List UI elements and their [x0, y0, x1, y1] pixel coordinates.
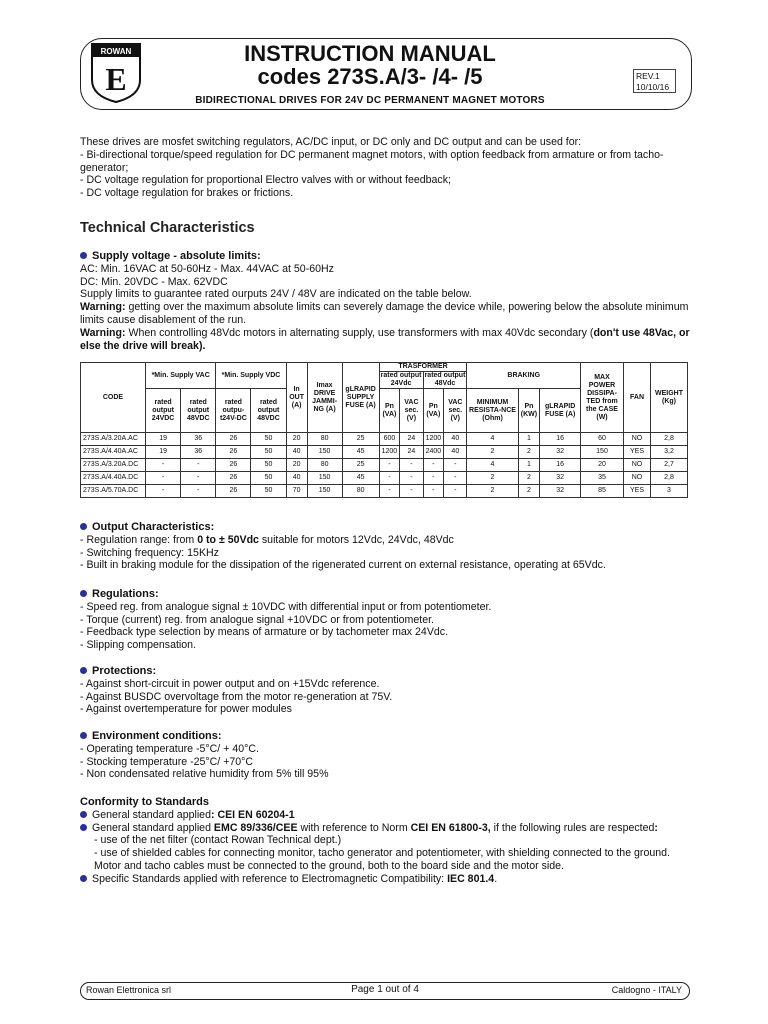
table-cell: - [146, 459, 181, 472]
table-cell: 4 [467, 459, 518, 472]
col-min-vdc: *Min. Supply VDC [216, 363, 286, 389]
table-cell: 32 [540, 472, 581, 485]
col-sub: gLRAPID FUSE (A) [540, 389, 581, 433]
supply-title: Supply voltage - absolute limits: [92, 250, 261, 262]
output-line: - Regulation range: from 0 to ± 50Vdc suitable for motors 12Vdc, 24Vdc, 48Vdc [80, 533, 454, 546]
table-cell: 3,2 [651, 446, 688, 459]
table-cell: 2,7 [651, 459, 688, 472]
supply-limits: Supply limits to guarantee rated ourputs 24V / 48V are indicated on the table below. [80, 288, 472, 301]
table-cell: 2,8 [651, 433, 688, 446]
supply-ac: AC: Min. 16VAC at 50-60Hz - Max. 44VAC at 50-60Hz [80, 262, 334, 275]
revision-label: REV.1 [636, 71, 660, 81]
table-cell: 26 [216, 433, 251, 446]
protection-item: - Against BUSDC overvoltage from the motor re-generation at 75V. [80, 690, 393, 703]
table-cell: 2,8 [651, 472, 688, 485]
intro-line: These drives are mosfet switching regulators, AC/DC input, or DC only and DC output and can be used for: [80, 136, 582, 148]
table-cell: 16 [540, 459, 581, 472]
table-cell: - [181, 472, 216, 485]
table-cell: NO [624, 472, 651, 485]
table-cell: YES [624, 485, 651, 498]
table-cell: 26 [216, 459, 251, 472]
table-cell: - [146, 485, 181, 498]
col-rated-48: rated output 48Vdc [424, 372, 466, 387]
table-cell: 35 [581, 472, 624, 485]
conformity-title: Conformity to Standards [80, 796, 209, 808]
col-sub: VAC sec. (V) [400, 389, 423, 433]
col-sub: Pn (VA) [423, 389, 444, 433]
protection-item: - Against overtemperature for power modules [80, 703, 292, 716]
bullet-icon [80, 252, 87, 259]
table-cell: 26 [216, 472, 251, 485]
bullet-icon [80, 667, 87, 674]
table-cell: 32 [540, 485, 581, 498]
col-fan: FAN [624, 363, 651, 433]
environment-item: - Stocking temperature -25°C/ +70°C [80, 755, 254, 768]
table-cell: 85 [581, 485, 624, 498]
table-cell: 26 [216, 485, 251, 498]
table-row [81, 433, 688, 446]
col-rated-24: rated output 24Vdc [380, 372, 422, 387]
table-row [81, 472, 688, 485]
col-min-vac: *Min. Supply VAC [146, 363, 216, 389]
environment-section [80, 730, 690, 781]
regulation-item: - Torque (current) reg. from analogue signal +10VDC or from potentiometer. [80, 613, 434, 626]
table-cell-code: 273S.A/4.40A.DC [81, 472, 146, 485]
col-sub: Pn (KW) [518, 389, 540, 433]
table-cell: 50 [251, 485, 286, 498]
table-cell: 80 [342, 485, 379, 498]
table-row [81, 485, 688, 498]
intro-line: - Bi-directional torque/speed regulation for DC permanent magnet motors, with option feedback from armature or from tacho-generator; [80, 148, 664, 174]
table-cell: 25 [342, 459, 379, 472]
environment-item: - Non condensated relative humidity from 5% till 95% [80, 768, 329, 781]
table-cell: 16 [540, 433, 581, 446]
table-cell: 50 [251, 433, 286, 446]
col-braking: BRAKING [467, 363, 581, 389]
intro-line: - DC voltage regulation for brakes or frictions. [80, 187, 294, 200]
col-in-out: In OUT (A) [286, 363, 307, 433]
table-cell: - [444, 485, 467, 498]
table-cell: 2 [467, 446, 518, 459]
col-max-power: MAX POWER DISSIPA-TED from the CASE (W) [581, 363, 624, 433]
table-cell: NO [624, 459, 651, 472]
table-cell: - [181, 459, 216, 472]
col-sub: rated outpu-t24V-DC [216, 389, 251, 433]
footer-page-number: Page 1 out of 4 [351, 984, 419, 995]
table-cell: - [379, 485, 400, 498]
table-cell: 45 [342, 472, 379, 485]
col-fuse: gLRAPID SUPPLY FUSE (A) [342, 363, 379, 433]
table-cell: 80 [307, 459, 342, 472]
conformity-section [80, 796, 690, 886]
table-cell: - [400, 472, 423, 485]
supply-section [80, 250, 690, 352]
supply-dc: DC: Min. 20VDC - Max. 62VDC [80, 275, 228, 288]
table-cell: - [400, 485, 423, 498]
table-cell-code: 273S.A/3.20A.AC [81, 433, 146, 446]
table-cell: - [146, 472, 181, 485]
table-cell: - [423, 485, 444, 498]
table-body [81, 433, 688, 498]
table-cell: 2 [467, 485, 518, 498]
warning-1: Warning: getting over the maximum absolute limits can severely damage the device while, powering below the absolute minimum limits cause disablement of the run. [80, 301, 689, 326]
table-cell-code: 273S.A/5.70A.DC [81, 485, 146, 498]
table-cell: 150 [307, 472, 342, 485]
table-cell: 40 [286, 472, 307, 485]
bullet-icon [80, 732, 87, 739]
footer-location: Caldogno - ITALY [611, 985, 682, 995]
table-cell: 80 [307, 433, 342, 446]
table-cell: 2 [518, 485, 540, 498]
table-cell: - [400, 459, 423, 472]
conformity-line: Specific Standards applied with reference to Electromagnetic Compatibility: IEC 801.4. [80, 873, 690, 886]
table-cell: 20 [286, 433, 307, 446]
conformity-line: General standard applied: CEI EN 60204-1 [80, 809, 690, 822]
table-cell-code: 273S.A/3.20A.DC [81, 459, 146, 472]
col-sub: rated output 24VDC [146, 389, 181, 433]
output-title: Output Characteristics: [92, 521, 215, 533]
table-cell: - [423, 472, 444, 485]
col-trasformer: TRASFORMER [379, 363, 467, 372]
conformity-line: General standard applied EMC 89/336/CEE with reference to Norm CEI EN 61800-3, if the following rules are respected: [80, 822, 690, 835]
environment-item: - Operating temperature -5°C/ + 40°C. [80, 742, 259, 755]
table-cell: - [379, 459, 400, 472]
col-sub: Pn (VA) [379, 389, 400, 433]
table-row [81, 446, 688, 459]
conformity-sub: - use of shielded cables for connecting monitor, tacho generator and potentiometer, with shielding connected to the ground. [94, 847, 670, 860]
tech-heading: Technical Characteristics [80, 220, 255, 236]
table-cell: 20 [581, 459, 624, 472]
table-cell: 2400 [423, 446, 444, 459]
page-title [160, 42, 580, 88]
regulation-item: - Speed reg. from analogue signal ± 10VDC with differential input or from potentiometer. [80, 600, 492, 613]
table-cell: 40 [444, 446, 467, 459]
title-line-1: INSTRUCTION MANUAL [244, 41, 496, 66]
regulation-item: - Feedback type selection by means of armature or by tachometer max 24Vdc. [80, 626, 449, 639]
table-cell: 50 [251, 472, 286, 485]
logo-letter: E [105, 61, 127, 97]
table-cell: 26 [216, 446, 251, 459]
bullet-icon [80, 824, 87, 831]
col-imax: Imax DRIVE JAMMI-NG (A) [307, 363, 342, 433]
regulations-title: Regulations: [92, 588, 159, 600]
table-cell: 150 [307, 446, 342, 459]
table-cell: - [444, 459, 467, 472]
table-cell: 2 [467, 472, 518, 485]
table-row [81, 459, 688, 472]
output-section [80, 521, 690, 572]
table-cell: NO [624, 433, 651, 446]
table-cell: 25 [342, 433, 379, 446]
output-line: - Built in braking module for the dissipation of the rigenerated current on external resistance, operating at 65Vdc. [80, 559, 606, 572]
table-cell: 36 [181, 446, 216, 459]
table-cell: 32 [540, 446, 581, 459]
specs-table [80, 362, 688, 498]
table-cell: - [423, 459, 444, 472]
table-cell: - [444, 472, 467, 485]
table-cell: YES [624, 446, 651, 459]
table-cell: 20 [286, 459, 307, 472]
table-cell: 1 [518, 459, 540, 472]
protection-item: - Against short-circuit in power output and on +15Vdc reference. [80, 677, 380, 690]
environment-title: Environment conditions: [92, 730, 222, 742]
table-cell: 3 [651, 485, 688, 498]
table-cell: 24 [400, 446, 423, 459]
table-cell: 19 [146, 446, 181, 459]
table-cell: 40 [444, 433, 467, 446]
table-cell: 50 [251, 459, 286, 472]
table-cell: - [181, 485, 216, 498]
bullet-icon [80, 523, 87, 530]
col-sub: MINIMUM RESISTA-NCE (Ohm) [467, 389, 518, 433]
table-cell-code: 273S.A/4.40A.AC [81, 446, 146, 459]
bullet-icon [80, 811, 87, 818]
page-subtitle: BIDIRECTIONAL DRIVES FOR 24V DC PERMANENT MAGNET MOTORS [195, 95, 545, 106]
table-cell: - [379, 472, 400, 485]
table-cell: 4 [467, 433, 518, 446]
col-code: CODE [81, 363, 146, 433]
conformity-sub: Motor and tacho cables must be connected to the ground, both to the board side and the motor side. [94, 859, 564, 872]
table-cell: 1200 [423, 433, 444, 446]
logo-brand-text: ROWAN [100, 47, 132, 56]
table-cell: 24 [400, 433, 423, 446]
table-cell: 19 [146, 433, 181, 446]
table-cell: 70 [286, 485, 307, 498]
table-cell: 50 [251, 446, 286, 459]
title-line-2: codes 273S.A/3- /4- /5 [257, 64, 483, 89]
col-sub: VAC sec. (V) [444, 389, 467, 433]
footer-company: Rowan Elettronica srl [86, 985, 172, 995]
table-cell: 2 [518, 446, 540, 459]
regulations-section [80, 588, 690, 652]
intro-line: - DC voltage regulation for proportional Electro valves with or without feedback; [80, 174, 451, 187]
bullet-icon [80, 875, 87, 882]
table-cell: 150 [581, 446, 624, 459]
revision-box [633, 69, 676, 93]
col-sub: rated output 48VDC [251, 389, 286, 433]
table-cell: 36 [181, 433, 216, 446]
table-cell: 60 [581, 433, 624, 446]
output-line: - Switching frequency: 15KHz [80, 546, 219, 559]
table-cell: 40 [286, 446, 307, 459]
conformity-sub: - use of the net filter (contact Rowan Technical dept.) [94, 834, 342, 847]
table-cell: 2 [518, 472, 540, 485]
intro-section [80, 136, 690, 200]
protections-section [80, 665, 690, 716]
table-cell: 150 [307, 485, 342, 498]
table-cell: 1200 [379, 446, 400, 459]
bullet-icon [80, 590, 87, 597]
regulation-item: - Slipping compensation. [80, 639, 197, 652]
revision-date: 10/10/16 [636, 82, 670, 92]
col-weight: WEIGHT (Kg) [651, 363, 688, 433]
warning-2: Warning: When controlling 48Vdc motors in alternating supply, use transformers with max 40Vdc secondary (don't use 48Vac, or else the drive will break). [80, 326, 690, 352]
rowan-logo [88, 40, 144, 104]
col-sub: rated output 48VDC [181, 389, 216, 433]
protections-title: Protections: [92, 665, 157, 677]
table-cell: 600 [379, 433, 400, 446]
table-cell: 45 [342, 446, 379, 459]
table-cell: 1 [518, 433, 540, 446]
